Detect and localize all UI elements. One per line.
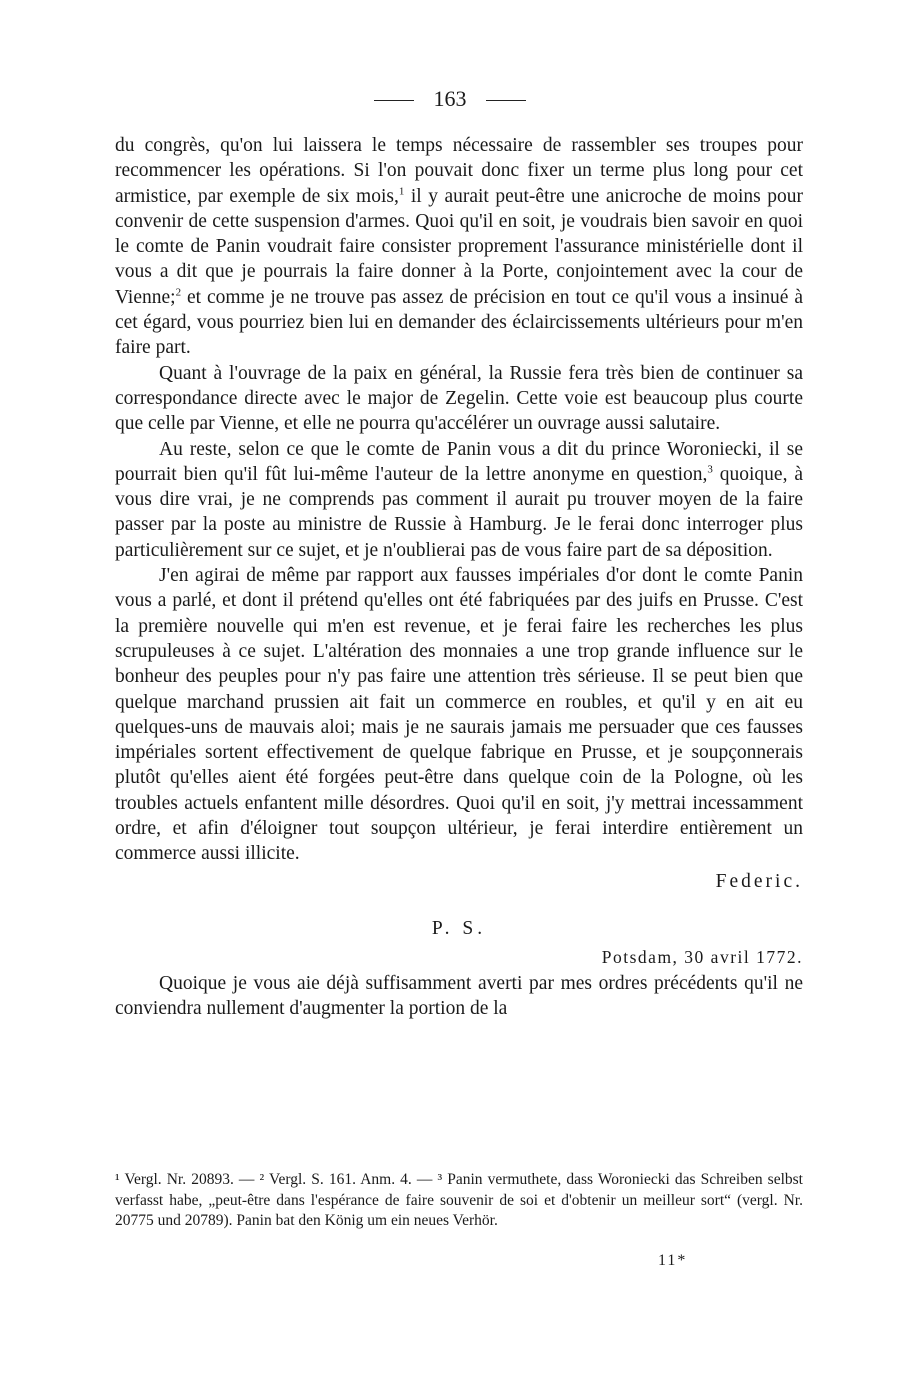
paragraph-3: Au reste, selon ce que le comte de Panin vous a dit du prince Woroniecki, il se pourrait bien qu'il fût lui-même l'auteur de la lettre anonyme en question,$^3$ quoique, à vous dire vrai, je ne comprends pas comment il aurait pu trouver moyen de la faire passer par la poste au ministre de Russie à Hamburg. Je le ferai donc interroger plus particulièrement sur ce sujet, et je n'oublierai pas de vous faire part de sa déposition. (115, 438, 803, 561)
postscript-heading: P. S. (431, 917, 487, 939)
footnote-ref-3: 3 (707, 463, 713, 476)
paragraph-4: J'en agirai de même par rapport aux fausses impériales d'or dont le comte Panin vous a parlé, et dont il prétend qu'elles ont été fabriquées par des juifs en Prusse. C'est la première nouvelle qui m'en est revenue, et je ferai faire les recherches les plus scrupuleuses à ce sujet. L'altération des monnaies a une trop grande influence sur le bonheur des peuples pour n'y pas faire une attention très sérieuse. Il se peut bien que quelque marchand prussien ait fait un commerce en roubles, et qu'il y en ait eu quelques-uns de mauvais aloi; mais je ne saurais jamais me persuader que ces fausses impériales sortent effectivement de quelque fabrique en Prusse, et je soupçonnerais plutôt qu'elles aient été forgées peut-être dans quelque coin de la Pologne, où les troubles actuels enfantent mille désordres. Quoi qu'il en soit, j'y mettrai incessamment ordre, et afin d'éloigner tout soupçon ultérieur, je ferai interdire entièrement un commerce aussi illicite. (115, 565, 803, 865)
paragraph-2: Quant à l'ouvrage de la paix en général, la Russie fera très bien de continuer sa correspondance directe avec le major de Zegelin. Cette voie est beaucoup plus courte que celle par Vienne, et elle ne pourra qu'accélérer un ouvrage aussi salutaire. (115, 362, 803, 435)
footnotes: ¹ Vergl. Nr. 20893. — ² Vergl. S. 161. Anm. 4. — ³ Panin vermuthete, dass Woroniecki das Schreiben selbst verfasst habe, „peut-être dans l'espérance de faire souvenir de soi et d'obtenir un meilleur sort“ (vergl. Nr. 20775 und 20789). Panin bat den König um ein neues Verhör. (115, 1171, 803, 1229)
dateline: Potsdam, 30 avril 1772. (601, 947, 803, 968)
footnote-ref-2: 2 (175, 286, 182, 299)
letter-body (115, 133, 803, 1021)
paragraph-1: du congrès, qu'on lui laissera le temps nécessaire de rassembler ses troupes pour recommencer les opérations. Si l'on pouvait donc fixer un terme plus long pour cet armistice, par exemple de six mois,$^1$ il y aurait peut-être une anicroche de moins pour convenir de cette suspension d'armes. Quoi qu'il en soit, je voudrais bien savoir en quoi le comte de Panin voudrait faire consister proprement l'assurance ministérielle dont il vous a dit que je pourrais la faire donner à la Porte, conjointement avec la cour de Vienne;$^2$ et comme je ne trouve pas assez de précision en tout ce qu'il vous a insinué à cet égard, vous pourriez bien lui en demander des éclaircissements ultérieurs pour m'en faire part. (115, 135, 803, 359)
page-number: 163 (433, 86, 467, 111)
postscript-paragraph: Quoique je vous aie déjà suffisamment averti par mes ordres précédents qu'il ne conviendra nullement d'augmenter la portion de la (115, 972, 803, 1019)
page-header (0, 86, 900, 116)
header-rule-left (374, 100, 414, 101)
footnote-ref-1: 1 (398, 185, 405, 198)
sheet-signature-mark: 11* (658, 1252, 688, 1269)
signature: Federic. (715, 870, 803, 892)
header-rule-right (486, 100, 526, 101)
